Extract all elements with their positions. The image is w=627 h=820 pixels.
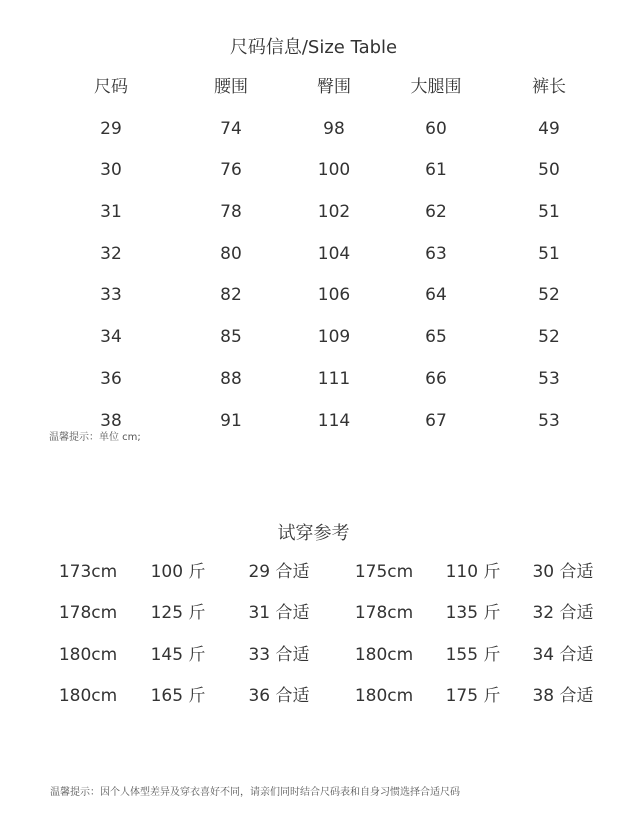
thigh-cell: 62 [425, 202, 447, 223]
header-length: 裤长 [532, 77, 566, 97]
size-cell: 38 [100, 410, 122, 431]
hip-cell: 100 [317, 160, 351, 181]
height-cell: 180cm [354, 644, 414, 665]
fit-size-cell: 31 合适 [248, 603, 310, 624]
size-cell: 32 [100, 243, 122, 264]
header-thigh: 大腿围 [410, 77, 462, 97]
table-row [55, 239, 607, 281]
length-cell: 52 [538, 327, 560, 348]
length-cell: 49 [538, 118, 560, 139]
fit-size-cell: 30 合适 [532, 562, 594, 582]
hip-cell: 106 [317, 285, 351, 306]
table-row [55, 197, 607, 239]
table-row [0, 681, 627, 722]
waist-cell: 91 [220, 410, 242, 431]
size-cell: 34 [100, 327, 122, 348]
length-cell: 51 [538, 202, 560, 223]
waist-cell: 74 [220, 118, 242, 139]
fit-size-cell: 33 合适 [248, 644, 310, 665]
size-cell: 36 [100, 368, 122, 389]
thigh-cell: 61 [425, 160, 447, 181]
length-cell: 52 [538, 285, 560, 306]
table-row [55, 364, 607, 406]
fit-size-cell: 32 合适 [532, 603, 594, 624]
waist-cell: 82 [220, 285, 242, 306]
length-cell: 51 [538, 243, 560, 264]
table-row [55, 155, 607, 197]
hip-cell: 102 [317, 202, 351, 223]
header-hip: 臀围 [317, 77, 351, 97]
weight-cell: 165 斤 [150, 685, 206, 706]
fit-size-cell: 34 合适 [532, 644, 594, 665]
header-size: 尺码 [94, 77, 128, 97]
waist-cell: 88 [220, 368, 242, 389]
weight-cell: 100 斤 [150, 562, 206, 582]
weight-cell: 145 斤 [150, 644, 206, 665]
hip-cell: 98 [323, 118, 345, 139]
fit-size-cell: 36 合适 [248, 685, 310, 706]
thigh-cell: 65 [425, 327, 447, 348]
size-cell: 31 [100, 202, 122, 223]
height-cell: 175cm [354, 562, 414, 582]
fit-reference-table [0, 557, 627, 722]
table-row [55, 114, 607, 156]
hip-cell: 109 [317, 327, 351, 348]
fit-size-cell: 29 合适 [248, 562, 310, 582]
weight-cell: 175 斤 [445, 685, 501, 706]
size-table [55, 72, 607, 447]
height-cell: 178cm [58, 603, 118, 624]
hip-cell: 114 [317, 410, 351, 431]
weight-cell: 135 斤 [445, 603, 501, 624]
table-row [0, 598, 627, 639]
table-row [55, 280, 607, 322]
thigh-cell: 66 [425, 368, 447, 389]
thigh-cell: 64 [425, 285, 447, 306]
length-cell: 53 [538, 410, 560, 431]
size-cell: 30 [100, 160, 122, 181]
size-cell: 29 [100, 118, 122, 139]
waist-cell: 80 [220, 243, 242, 264]
length-cell: 50 [538, 160, 560, 181]
height-cell: 180cm [58, 644, 118, 665]
length-cell: 53 [538, 368, 560, 389]
weight-cell: 155 斤 [445, 644, 501, 665]
fit-size-cell: 38 合适 [532, 685, 594, 706]
fit-reference-title: 试穿参考 [277, 523, 350, 544]
unit-note: 温馨提示：单位 cm; [49, 432, 141, 443]
waist-cell: 78 [220, 202, 242, 223]
size-table-header-row [55, 72, 607, 114]
weight-cell: 110 斤 [445, 562, 501, 582]
table-row [0, 640, 627, 681]
size-table-title: 尺码信息/Size Table [229, 37, 398, 58]
thigh-cell: 67 [425, 410, 447, 431]
height-cell: 180cm [58, 685, 118, 706]
table-row [55, 322, 607, 364]
weight-cell: 125 斤 [150, 603, 206, 624]
size-cell: 33 [100, 285, 122, 306]
hip-cell: 111 [317, 368, 351, 389]
header-waist: 腰围 [214, 77, 248, 97]
thigh-cell: 63 [425, 243, 447, 264]
waist-cell: 76 [220, 160, 242, 181]
waist-cell: 85 [220, 327, 242, 348]
table-row [0, 557, 627, 598]
height-cell: 180cm [354, 685, 414, 706]
height-cell: 178cm [354, 603, 414, 624]
hip-cell: 104 [317, 243, 351, 264]
footer-note: 温馨提示：因个人体型差异及穿衣喜好不同，请亲们同时结合尺码表和自身习惯选择合适尺码 [50, 787, 460, 798]
thigh-cell: 60 [425, 118, 447, 139]
height-cell: 173cm [58, 562, 118, 582]
